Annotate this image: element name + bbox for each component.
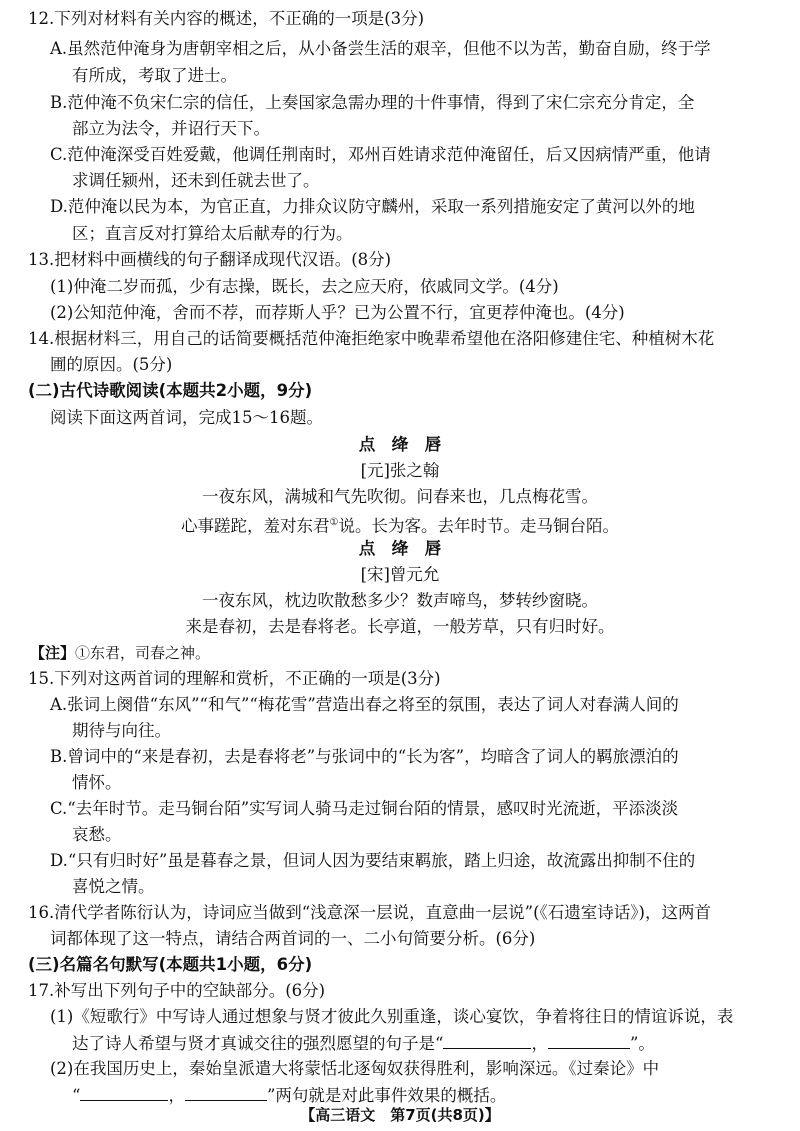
q17-s2-separator: ， <box>168 1086 185 1105</box>
q12-stem: 12.下列对材料有关内容的概述，不正确的一项是(3分) <box>28 9 425 28</box>
q15-option-b-line2: 情怀。 <box>72 773 122 792</box>
q15-option-b-line1: B.曾词中的“来是春初，去是春将老”与张词中的“长为客”，均暗含了词人的羁旅漂泊的 <box>50 747 679 766</box>
poem2-title: 点 绛 唇 <box>358 539 442 558</box>
footnote-marker: ① <box>329 517 339 528</box>
q17-blank-1[interactable] <box>443 1032 531 1049</box>
section-2-intro: 阅读下面这两首词，完成15～16题。 <box>50 408 323 427</box>
poem2-line1: 一夜东风，枕边吹散愁多少？数声啼鸟，梦转纱窗晓。 <box>202 591 598 610</box>
poem1-line1: 一夜东风，满城和气先吹彻。问春来也，几点梅花雪。 <box>202 487 598 506</box>
q12-option-d-line2: 区；直言反对打算给太后献寿的行为。 <box>72 224 353 243</box>
q12-option-c-line1: C.范仲淹深受百姓爱戴，他调任荆南时，邓州百姓请求范仲淹留任，后又因病情严重，他请 <box>50 145 711 164</box>
poem1-author: [元]张之翰 <box>360 461 440 480</box>
q14-line1: 14.根据材料三，用自己的话简要概括范仲淹拒绝家中晚辈希望他在洛阳修建住宅、种植树木花 <box>28 329 715 348</box>
q17-sentence-1-line2 <box>72 1032 655 1055</box>
q15-option-a-line2: 期待与向往。 <box>72 721 171 740</box>
poem-note <box>30 642 210 664</box>
q15-option-d-line2: 喜悦之情。 <box>72 877 155 896</box>
poem1-line2-part1: 心事蹉跎，羞对东君 <box>181 516 330 536</box>
q12-option-a-line1: A.虽然范仲淹身为唐朝宰相之后，从小备尝生活的艰辛，但他不以为苦，勤奋自励，终于学 <box>50 39 711 58</box>
q13-sentence-2: (2)公知范仲淹，舍而不荐，而荐斯人乎？已为公置不行，宜更荐仲淹也。(4分) <box>50 303 625 322</box>
q17-s1-text: 达了诗人希望与贤才真诚交往的强烈愿望的句子是“ <box>72 1034 444 1053</box>
q17-s2-end: ”两句就是对此事件效果的概括。 <box>266 1086 507 1105</box>
q12-option-d-line1: D.范仲淹以民为本，为官正直，力排众议防守麟州，采取一系列措施安定了黄河以外的地 <box>50 197 695 216</box>
q15-option-a-line1: A.张词上阕借“东风”“和气”“梅花雪”营造出春之将至的氛围，表达了词人对春满人间的 <box>50 695 679 714</box>
q12-option-b-line1: B.范仲淹不负宋仁宗的信任，上奏国家急需办理的十件事情，得到了宋仁宗充分肯定，全 <box>50 93 695 112</box>
q17-s1-separator: ， <box>531 1034 548 1053</box>
section-2-title: (二)古代诗歌阅读(本题共2小题，9分) <box>28 381 313 400</box>
q15-option-c-line2: 哀愁。 <box>72 825 122 844</box>
poem1-line2-part2: 说。长为客。去年时节。走马铜台陌。 <box>338 516 619 536</box>
q17-sentence-2-line1: (2)在我国历史上，秦始皇派遣大将蒙恬北逐匈奴获得胜利，影响深远。《过秦论》中 <box>50 1059 660 1078</box>
q17-s2-open: “ <box>72 1086 81 1105</box>
note-label: 【注】 <box>30 644 76 662</box>
q12-option-c-line2: 求调任颍州，还未到任就去世了。 <box>72 171 320 190</box>
q15-option-c-line1: C.“去年时节。走马铜台陌”实写词人骑马走过铜台陌的情景，感叹时光流逝，平添淡淡 <box>50 799 679 818</box>
q17-sentence-1-line1: (1)《短歌行》中写诗人通过想象与贤才彼此久别重逢，谈心宴饮，争着将往日的情谊诉说，表 <box>50 1007 734 1026</box>
page-footer: 【高三语文 第7页(共8页)】 <box>300 1106 500 1124</box>
q17-blank-3[interactable] <box>80 1084 168 1101</box>
poem1-title: 点 绛 唇 <box>358 435 442 454</box>
q17-blank-4[interactable] <box>185 1084 267 1101</box>
q17-stem: 17.补写出下列句子中的空缺部分。(6分) <box>28 981 326 1000</box>
note-text: ①东君，司春之神。 <box>75 644 211 662</box>
q13-sentence-1: (1)仲淹二岁而孤，少有志操，既长，去之应天府，依戚同文学。(4分) <box>50 277 559 296</box>
poem2-line2: 来是春初，去是春将老。长亭道，一般芳草，只有归时好。 <box>185 617 615 636</box>
q16-line2: 词都体现了这一特点，请结合两首词的一、二小句简要分析。(6分) <box>50 929 536 948</box>
q17-blank-2[interactable] <box>548 1032 630 1049</box>
q17-s1-end: ”。 <box>629 1034 655 1053</box>
q15-option-d-line1: D.“只有归时好”虽是暮春之景，但词人因为要结束羁旅，踏上归途，故流露出抑制不住的 <box>50 851 696 870</box>
q13-stem: 13.把材料中画横线的句子翻译成现代汉语。(8分) <box>28 250 392 269</box>
section-3-title: (三)名篇名句默写(本题共1小题，6分) <box>28 955 313 974</box>
q15-stem: 15.下列对这两首词的理解和赏析，不正确的一项是(3分) <box>28 669 441 688</box>
q12-option-b-line2: 部立为法令，并诏行天下。 <box>72 119 270 138</box>
poem2-author: [宋]曾元允 <box>360 565 440 584</box>
q16-line1: 16.清代学者陈衍认为，诗词应当做到“浅意深一层说，直意曲一层说”(《石遗室诗话》)，这两首 <box>28 903 711 922</box>
q14-line2: 圃的原因。(5分) <box>50 355 173 374</box>
q12-option-a-line2: 有所成，考取了进士。 <box>72 66 237 85</box>
poem1-line2 <box>0 512 800 538</box>
